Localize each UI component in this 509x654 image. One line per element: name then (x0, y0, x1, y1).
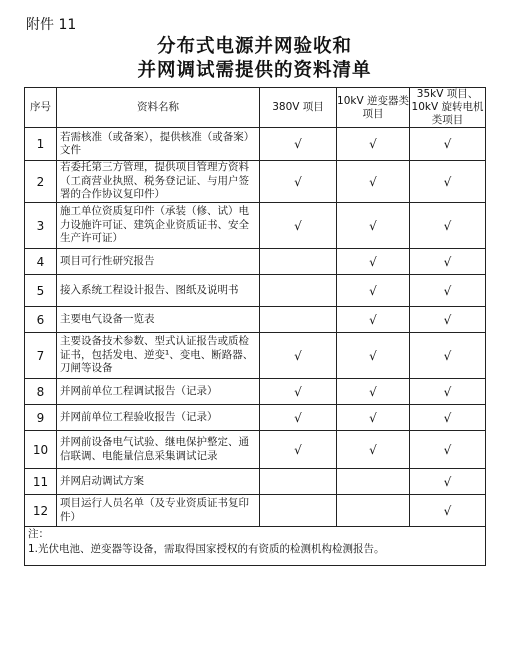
row-check-10kv-inverter: √ (337, 405, 410, 431)
document-title-line-2: 并网调试需提供的资料清单 (137, 60, 372, 81)
row-material-name: 主要设备技术参数、型式认证报告或质检证书，包括发电、逆变¹、变电、断路器、刀闸等设备 (57, 333, 260, 379)
row-check-35kv-rotating: √ (410, 307, 486, 333)
row-number: 12 (25, 495, 57, 527)
row-check-380v: √ (260, 431, 337, 469)
row-check-35kv-rotating: √ (410, 161, 486, 203)
row-material-name: 并网前单位工程调试报告（记录） (57, 379, 260, 405)
row-check-10kv-inverter: √ (337, 379, 410, 405)
row-number: 6 (25, 307, 57, 333)
note-cell (25, 527, 486, 566)
row-material-name: 并网前单位工程验收报告（记录） (57, 405, 260, 431)
table-row (25, 405, 486, 431)
table-row (25, 275, 486, 307)
row-number: 7 (25, 333, 57, 379)
row-check-10kv-inverter: √ (337, 275, 410, 307)
row-check-35kv-rotating: √ (410, 128, 486, 161)
row-check-380v (260, 275, 337, 307)
table-header-row (25, 88, 486, 128)
row-material-name: 并网前设备电气试验、继电保护整定、通信联调、电能量信息采集调试记录 (57, 431, 260, 469)
document-title-line-1: 分布式电源并网验收和 (156, 36, 352, 57)
table-row (25, 128, 486, 161)
table-body (25, 128, 486, 527)
row-check-10kv-inverter: √ (337, 249, 410, 275)
row-check-35kv-rotating: √ (410, 203, 486, 249)
attachment-label: 附件 11 (26, 17, 77, 33)
table-row (25, 469, 486, 495)
table-row (25, 161, 486, 203)
row-number: 2 (25, 161, 57, 203)
row-check-35kv-rotating: √ (410, 495, 486, 527)
table-row (25, 431, 486, 469)
row-check-35kv-rotating: √ (410, 469, 486, 495)
row-material-name: 并网启动调试方案 (57, 469, 260, 495)
row-check-35kv-rotating: √ (410, 249, 486, 275)
note-label: 注： (28, 528, 49, 540)
row-number: 10 (25, 431, 57, 469)
row-number: 1 (25, 128, 57, 161)
row-check-35kv-rotating: √ (410, 405, 486, 431)
header-name: 资料名称 (57, 88, 260, 128)
row-check-10kv-inverter (337, 495, 410, 527)
row-check-10kv-inverter: √ (337, 431, 410, 469)
header-10kv-inverter: 10kV 逆变器类项目 (337, 88, 410, 128)
row-check-380v (260, 307, 337, 333)
table-row (25, 249, 486, 275)
header-380v: 380V 项目 (260, 88, 337, 128)
header-no: 序号 (25, 88, 57, 128)
row-check-35kv-rotating: √ (410, 333, 486, 379)
row-check-380v: √ (260, 379, 337, 405)
row-check-35kv-rotating: √ (410, 275, 486, 307)
row-check-10kv-inverter (337, 469, 410, 495)
table-row (25, 495, 486, 527)
row-check-10kv-inverter: √ (337, 203, 410, 249)
row-check-10kv-inverter: √ (337, 128, 410, 161)
table-row (25, 203, 486, 249)
table-row (25, 307, 486, 333)
row-check-380v: √ (260, 405, 337, 431)
row-check-10kv-inverter: √ (337, 307, 410, 333)
row-number: 5 (25, 275, 57, 307)
row-check-380v: √ (260, 333, 337, 379)
row-material-name: 项目运行人员名单（及专业资质证书复印件） (57, 495, 260, 527)
row-check-10kv-inverter: √ (337, 333, 410, 379)
row-material-name: 若需核准（或备案），提供核准（或备案）文件 (57, 128, 260, 161)
row-check-35kv-rotating: √ (410, 379, 486, 405)
row-material-name: 若委托第三方管理，提供项目管理方资料（工商营业执照、税务登记证、与用户签署的合作协议复印件） (57, 161, 260, 203)
table-row (25, 333, 486, 379)
row-material-name: 项目可行性研究报告 (57, 249, 260, 275)
row-check-380v (260, 249, 337, 275)
row-number: 11 (25, 469, 57, 495)
row-material-name: 主要电气设备一览表 (57, 307, 260, 333)
row-number: 3 (25, 203, 57, 249)
header-35kv-rotating: 35kV 项目、10kV 旋转电机类项目 (410, 88, 486, 128)
note-row (25, 527, 486, 566)
row-check-10kv-inverter: √ (337, 161, 410, 203)
row-material-name: 施工单位资质复印件（承装（修、试）电力设施许可证、建筑企业资质证书、安全生产许可证） (57, 203, 260, 249)
row-number: 9 (25, 405, 57, 431)
table-row (25, 379, 486, 405)
row-number: 8 (25, 379, 57, 405)
row-check-380v: √ (260, 203, 337, 249)
row-check-380v (260, 469, 337, 495)
row-check-35kv-rotating: √ (410, 431, 486, 469)
note-text: 1.光伏电池、逆变器等设备，需取得国家授权的有资质的检测机构检测报告。 (28, 543, 385, 555)
row-material-name: 接入系统工程设计报告、图纸及说明书 (57, 275, 260, 307)
row-number: 4 (25, 249, 57, 275)
row-check-380v: √ (260, 128, 337, 161)
materials-table (24, 87, 486, 566)
row-check-380v (260, 495, 337, 527)
row-check-380v: √ (260, 161, 337, 203)
